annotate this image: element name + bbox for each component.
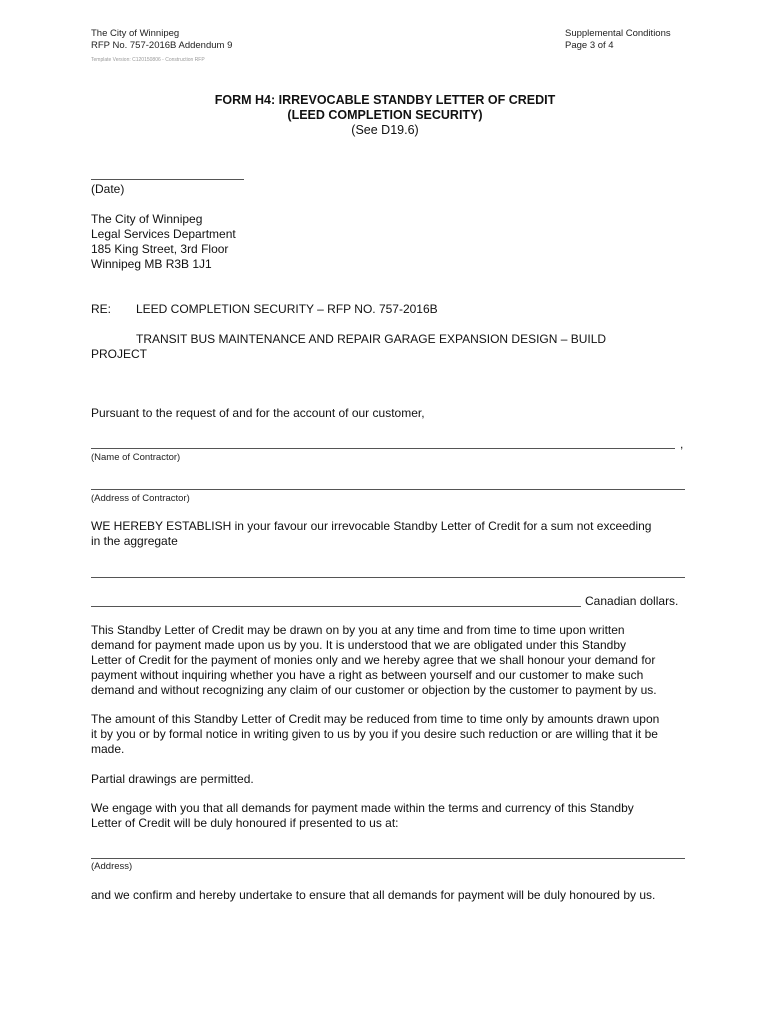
establish-line1: WE HEREBY ESTABLISH in your favour our irrevocable Standby Letter of Credit for a sum not exceeding (91, 519, 652, 533)
header-rfp-number: RFP No. 757-2016B Addendum 9 (91, 39, 233, 51)
honour-paragraph (91, 801, 685, 831)
drawing-terms-line2: demand for payment made upon us by you. It is understood that we are obligated under this Standby (91, 638, 627, 652)
reduction-paragraph (91, 712, 691, 757)
re-label: RE: (91, 302, 112, 316)
addressee-block (91, 212, 236, 272)
form-title-line2: (LEED COMPLETION SECURITY) (287, 108, 483, 122)
honour-line1: We engage with you that all demands for payment made within the terms and currency of this Standby (91, 801, 634, 815)
contractor-name-line (91, 448, 675, 449)
drawing-terms-paragraph (91, 623, 685, 698)
header-city: The City of Winnipeg (91, 28, 180, 39)
contractor-name-comma: , (680, 437, 684, 451)
re-subject-line2: TRANSIT BUS MAINTENANCE AND REPAIR GARAGE EXPANSION DESIGN – BUILD (136, 332, 607, 346)
partial-drawings-text: Partial drawings are permitted. (91, 772, 254, 786)
form-title-line1: FORM H4: IRREVOCABLE STANDBY LETTER OF CREDIT (214, 93, 556, 107)
drawing-terms-line1: This Standby Letter of Credit may be drawn on by you at any time and from time to time upon written (91, 623, 625, 637)
undertaking-text: and we confirm and hereby undertake to ensure that all demands for payment will be duly honoured by us. (91, 888, 656, 902)
pursuant-text: Pursuant to the request of and for the account of our customer, (91, 406, 425, 420)
address-line (91, 858, 685, 859)
reduction-line1: The amount of this Standby Letter of Credit may be reduced from time to time only by amounts drawn upon (91, 712, 660, 726)
template-note: Template Version: C120150806 - Construction RFP (91, 57, 205, 63)
addressee-line2: Legal Services Department (91, 227, 236, 241)
drawing-terms-line3: Letter of Credit for the payment of monies only and we hereby agree that we shall honour your demand for (91, 653, 656, 667)
drawing-terms-line4: payment without inquiring whether you have a right as between yourself and our customer to make such (91, 668, 644, 682)
reduction-line2: it by you or by formal notice in writing given to us by you if you desire such reduction or are willing that it be (91, 727, 658, 741)
addressee-line4: Winnipeg MB R3B 1J1 (91, 257, 212, 271)
contractor-address-label: (Address of Contractor) (91, 493, 190, 504)
contractor-address-line (91, 489, 685, 490)
header-section: Supplemental Conditions (565, 28, 671, 39)
date-label: (Date) (91, 182, 125, 196)
amount-line-1 (91, 577, 685, 578)
honour-line2: Letter of Credit will be duly honoured if presented to us at: (91, 816, 399, 830)
addressee-line1: The City of Winnipeg (91, 212, 203, 226)
form-title-reference: (See D19.6) (351, 123, 419, 137)
date-line (91, 179, 244, 180)
re-subject-line1: LEED COMPLETION SECURITY – RFP NO. 757-2016B (136, 302, 438, 316)
amount-line-2 (91, 606, 581, 607)
header-page-number: Page 3 of 4 (565, 39, 614, 51)
establish-line2: in the aggregate (91, 534, 178, 548)
form-title (0, 93, 770, 138)
re-subject-line3: PROJECT (91, 347, 148, 361)
address-label: (Address) (91, 861, 133, 872)
contractor-name-label: (Name of Contractor) (91, 452, 181, 463)
drawing-terms-line5: demand and without recognizing any claim of our customer or objection by the customer to payment by us. (91, 683, 657, 697)
canadian-dollars-text: Canadian dollars. (585, 594, 679, 608)
reduction-line3: made. (91, 742, 125, 756)
establish-paragraph (91, 519, 651, 549)
header-right (565, 28, 671, 51)
header-left (91, 28, 232, 51)
addressee-line3: 185 King Street, 3rd Floor (91, 242, 229, 256)
